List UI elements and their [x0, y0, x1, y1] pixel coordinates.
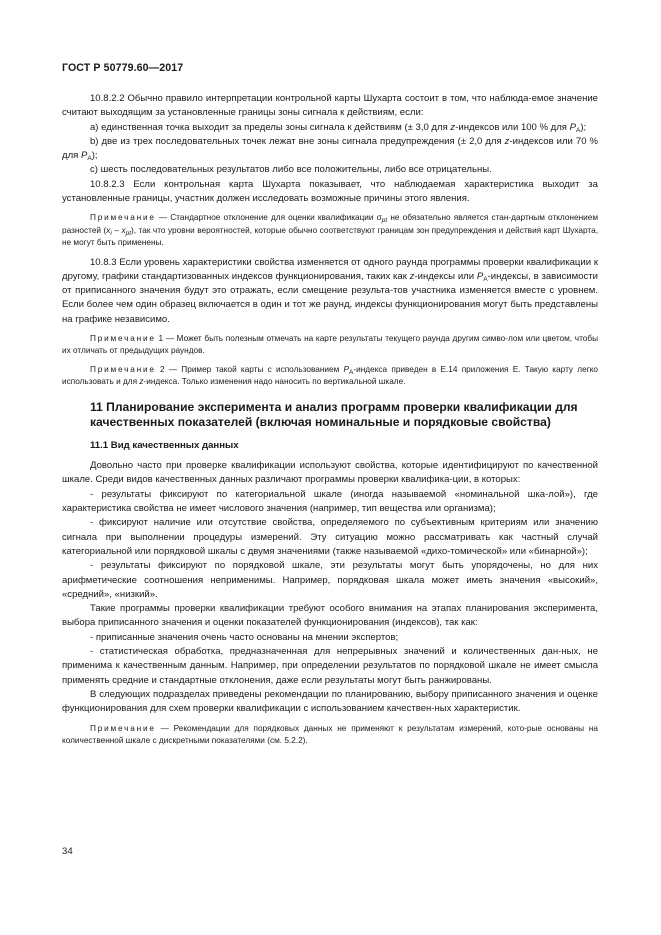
- note-2: Примечание 2 — Пример такой карты с использованием $P_A$-индекса приведен в Е.14 приложения Е. Такую карту легко использовать и для z-индекса. Только изменения надо наносить по вертикальной шкале.: [62, 364, 598, 387]
- subsection-11-1-title: 11.1 Вид качественных данных: [90, 439, 239, 451]
- page-body: [62, 92, 598, 747]
- paragraph-10-8-3: 10.8.3 Если уровень характеристики свойства изменяется от одного раунда программы проверки квалификации к другому, графики стандартизованных индексов функционирования, таких как z-индексы или $P_A$-индексы, в зависимости от приписанного значения будут это отражать, если смещение результа-тов участника изменяется вместе с уровнем. Если более чем один образец включается в один и тот же раунд, индексы функционирования могут быть представлены на графике независимо.: [62, 256, 598, 325]
- rule-b: b) две из трех последовательных точек лежат вне зоны сигнала предупреждения (± 2,0 для z-индексов или 70 % для $P_A$);: [62, 135, 598, 163]
- page-number: 34: [62, 846, 73, 857]
- list-item-binary: - фиксируют наличие или отсутствие свойства, определяемого по субъективным критериям или значению сигнала при выполнении процедуры измерений. Эту ситуацию можно рассматривать как частный случай категориальной или порядковой шкалы с двумя значениями (также называемой «дихо-томической» или «бинарной»);: [62, 517, 598, 557]
- paragraph-10-8-2-3: 10.8.2.3 Если контрольная карта Шухарта показывает, что наблюдаемая характеристика выходит за установленные границы, участник должен исследовать возможные причины этого явления.: [62, 178, 598, 205]
- paragraph-attention: Такие программы проверки квалификации требуют особого внимания на этапах планирования эксперимента, выбора приписанного значения и оценки показателей функционирования (индексов), так как:: [62, 603, 598, 629]
- section-11-1-intro: Довольно часто при проверке квалификации используют свойства, которые идентифицируют по качественной шкале. Среди видов качественных данных различают программы проверки квалифика-ции, в которых:: [62, 460, 598, 486]
- note-1: Примечание 1 — Может быть полезным отмечать на карте результаты текущего раунда другим симво-лом или цветом, чтобы их отличать от предыдущих раундов.: [62, 334, 598, 356]
- paragraph-10-8-2-2: 10.8.2.2 Обычно правило интерпретации контрольной карты Шухарта состоит в том, что наблюда-емое значение считают выходящим за установленные границы зоны сигнала к действиям, если:: [62, 93, 598, 119]
- list-item-statistics: - статистическая обработка, предназначенная для непрерывных значений и количественных дан-ных, не применима к качественным данным. Например, при определении результатов по порядковой шкале не имеет смысла применять средние и стандартные отклонения, даже если результаты могут быть ранжированы.: [62, 646, 598, 686]
- standard-header: ГОСТ Р 50779.60—2017: [62, 62, 184, 74]
- section-11-title: 11 Планирование эксперимента и анализ программ проверки квалификации для качественных показателей (включая номинальные и порядковые свойства): [90, 399, 578, 430]
- paragraph-following-subsections: В следующих подразделах приведены рекомендации по планированию, выбору приписанного значения и оценке функционирования для схем проверки квалификации с использованием качествен-ных характеристик.: [62, 688, 598, 715]
- rule-c: c) шесть последовательных результатов либо все положительны, либо все отрицательны.: [90, 164, 492, 176]
- list-item-ordinal: - результаты фиксируют по порядковой шкале, эти результаты могут быть упорядочены, но для них арифметические соотношения неприменимы. Например, порядковая шкала может иметь значения «высокий», «средний», «низкий».: [62, 560, 598, 600]
- list-item-categorical: - результаты фиксируют по категориальной шкале (иногда называемой «номинальной шка-лой»), где характеристика свойства не имеет числового значения (например, тип вещества или организма);: [62, 488, 598, 515]
- note-ordinal: Примечание — Рекомендации для порядковых данных не применяют к результатам измерений, кото-рые основаны на количественной шкале с дискретными показателями (см. 5.2.2).: [62, 723, 598, 745]
- rule-a: a) единственная точка выходит за пределы зоны сигнала к действиям (± 3,0 для z-индексов или 100 % для $P_A$);: [90, 121, 587, 134]
- list-item-experts: - приписанные значения очень часто основаны на мнении экспертов;: [90, 631, 399, 643]
- note-sigma: Примечание — Стандартное отклонение для оценки квалификации $\sigma_{pt}$ не обязательно является стан-дартным отклонением разностей $(x_i - x_{pt})$, так что уровни вероятностей, которые обычно соответствуют границам зон предупреждения и действия карт Шухарта, не могут быть применены.: [62, 213, 598, 248]
